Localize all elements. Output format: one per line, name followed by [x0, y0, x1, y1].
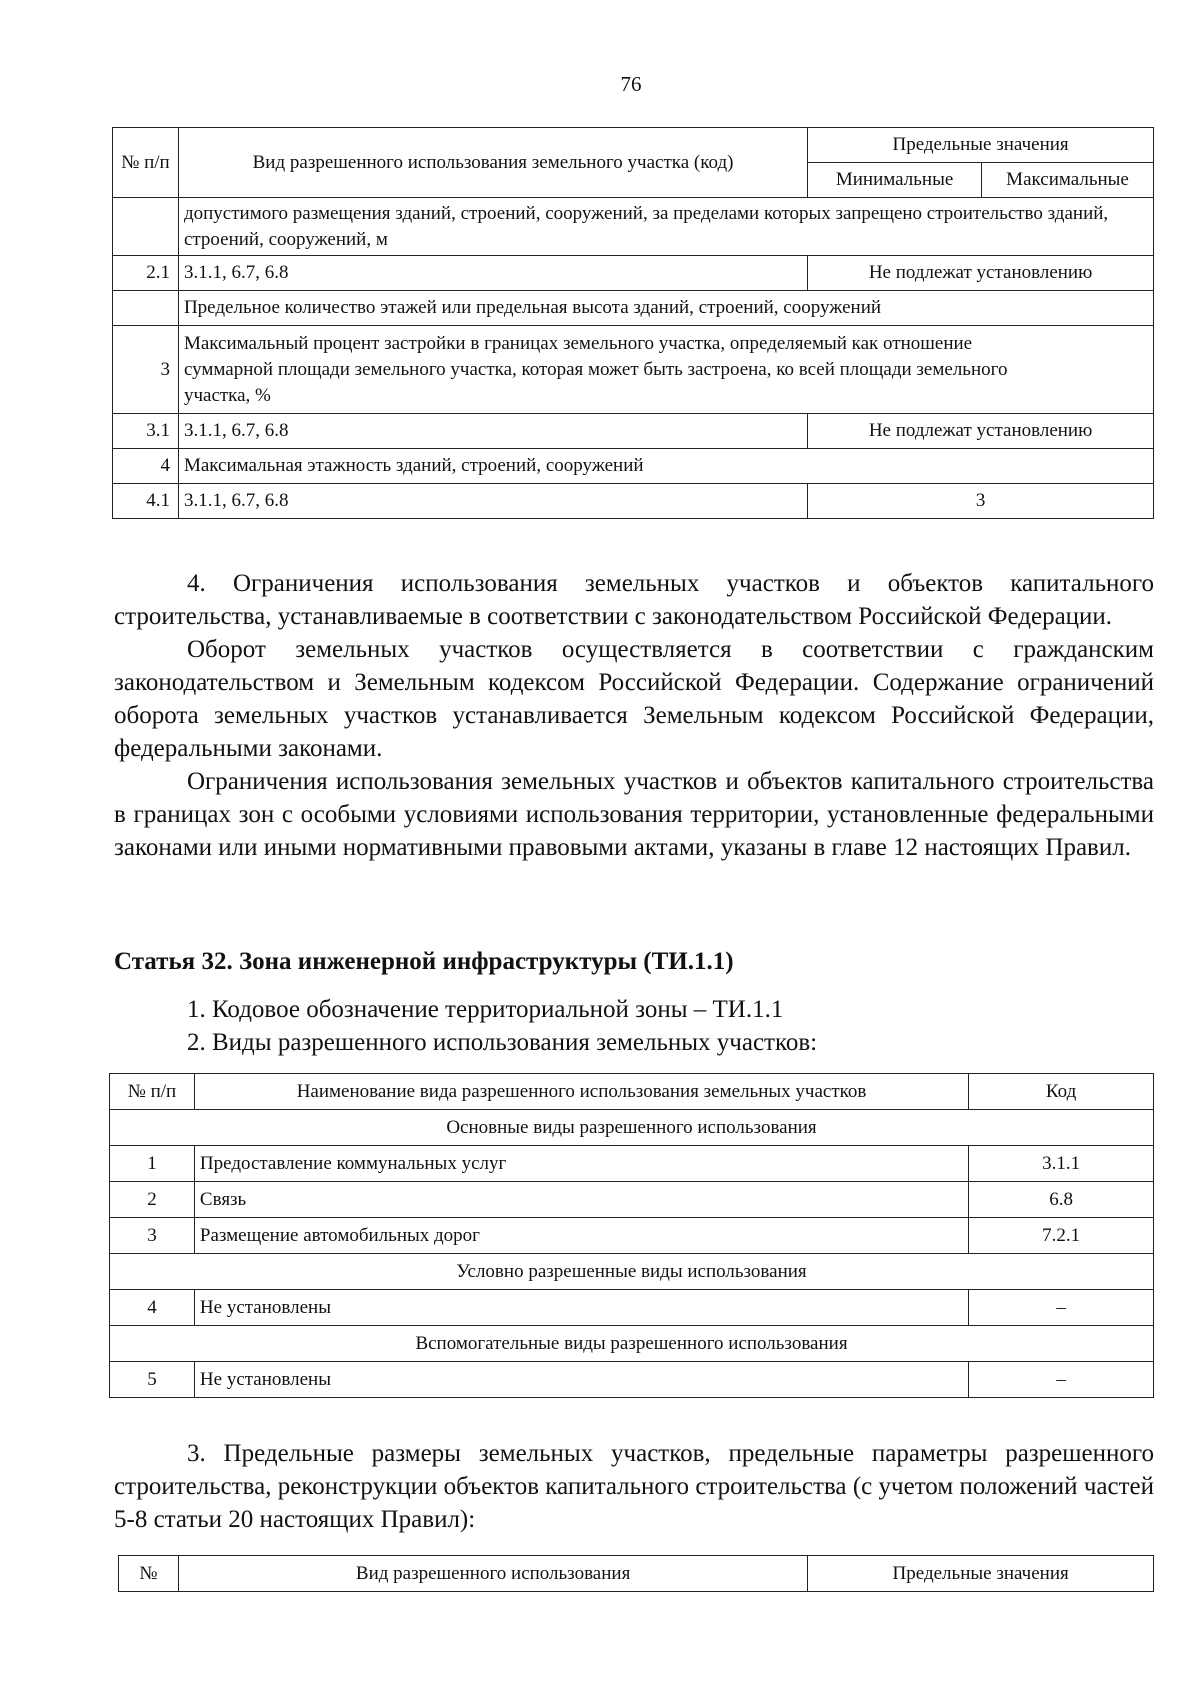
- section-row: [110, 1326, 1154, 1362]
- table-header-row: [119, 1556, 1154, 1592]
- row-num: [113, 198, 179, 256]
- row-code: 3.1.1, 6.7, 6.8: [178, 414, 807, 449]
- row-text: Максимальная этажность зданий, строений, сооружений: [178, 449, 1153, 484]
- row-code: 3.1.1, 6.7, 6.8: [178, 484, 807, 519]
- row-code: 3.1.1, 6.7, 6.8: [178, 256, 807, 291]
- row-num: 3: [113, 326, 179, 414]
- row-code: –: [969, 1290, 1154, 1326]
- row-text: Максимальный процент застройки в границах земельного участка, определяемый как отношение суммарной площади земельного участка, которая может быть застроена, ко всей площади земельного участка, %: [178, 326, 1153, 414]
- row-num: 4: [113, 449, 179, 484]
- row-num: 5: [110, 1362, 195, 1398]
- row-num: 4.1: [113, 484, 179, 519]
- article-item-1: 1. Кодовое обозначение территориальной зоны – ТИ.1.1: [187, 996, 784, 1023]
- paragraph-zones: Ограничения использования земельных участков и объектов капитального строительства в границах зон с особыми условиями использования территории, установленные федеральными законами или иными нормативными правовыми актами, указаны в главе 12 настоящих Правил.: [114, 768, 1154, 861]
- table-row: [110, 1218, 1154, 1254]
- table-row: [113, 449, 1154, 484]
- header-code: Код: [969, 1074, 1154, 1110]
- table-row: [113, 291, 1154, 326]
- row-num: 2.1: [113, 256, 179, 291]
- row-text: Предельное количество этажей или предельная высота зданий, строений, сооружений: [178, 291, 1153, 326]
- header-kind: Вид разрешенного использования земельного участка (код): [178, 128, 807, 198]
- section-row: [110, 1254, 1154, 1290]
- article-heading: Статья 32. Зона инженерной инфраструктуры (ТИ.1.1): [114, 948, 734, 975]
- table-header-row: [113, 128, 1154, 163]
- section-title: Условно разрешенные виды использования: [110, 1254, 1154, 1290]
- header-num: № п/п: [113, 128, 179, 198]
- section-4-text: [114, 567, 1154, 864]
- table-row: [110, 1362, 1154, 1398]
- section-row: [110, 1110, 1154, 1146]
- table-row: [113, 484, 1154, 519]
- table-row: [113, 256, 1154, 291]
- table-row: [113, 198, 1154, 256]
- row-code: 6.8: [969, 1182, 1154, 1218]
- section-3-text: [114, 1437, 1154, 1536]
- article-item-2: 2. Виды разрешенного использования земельных участков:: [187, 1029, 818, 1056]
- header-num: № п/п: [110, 1074, 195, 1110]
- header-max: Максимальные: [982, 163, 1154, 198]
- row-code: 3.1.1: [969, 1146, 1154, 1182]
- row-num: [113, 291, 179, 326]
- paragraph-limits: 3. Предельные размеры земельных участков, предельные параметры разрешенного строительства, реконструкции объектов капитального строительства (с учетом положений частей 5-8 статьи 20 настоящих Правил):: [114, 1440, 1154, 1533]
- permitted-uses-table: [109, 1073, 1154, 1398]
- header-name: Наименование вида разрешенного использования земельных участков: [194, 1074, 968, 1110]
- table-row: [113, 414, 1154, 449]
- row-name: Не установлены: [194, 1362, 968, 1398]
- limits-table-start: [118, 1555, 1154, 1592]
- row-text: допустимого размещения зданий, строений, сооружений, за пределами которых запрещено строительство зданий, строений, сооружений, м: [178, 198, 1153, 256]
- header-limits: Предельные значения: [808, 128, 1154, 163]
- header-kind: Вид разрешенного использования: [178, 1556, 807, 1592]
- section-title: Основные виды разрешенного использования: [110, 1110, 1154, 1146]
- header-min: Минимальные: [808, 163, 982, 198]
- table-row: [113, 326, 1154, 414]
- section-title: Вспомогательные виды разрешенного использования: [110, 1326, 1154, 1362]
- row-code: –: [969, 1362, 1154, 1398]
- row-value: Не подлежат установлению: [808, 256, 1154, 291]
- row-name: Предоставление коммунальных услуг: [194, 1146, 968, 1182]
- header-limits: Предельные значения: [808, 1556, 1154, 1592]
- paragraph-turnover: Оборот земельных участков осуществляется в соответствии с гражданским законодательством и Земельным кодексом Российской Федерации. Содержание ограничений оборота земельных участков устанавливается Земельным кодексом Российской Федерации, федеральными законами.: [114, 636, 1154, 762]
- row-name: Не установлены: [194, 1290, 968, 1326]
- limits-table-continued: [112, 127, 1154, 519]
- row-num: 2: [110, 1182, 195, 1218]
- row-num: 1: [110, 1146, 195, 1182]
- header-num: №: [119, 1556, 179, 1592]
- paragraph-restrictions: 4. Ограничения использования земельных участков и объектов капитального строительства, устанавливаемые в соответствии с законодательством Российской Федерации.: [114, 570, 1154, 630]
- table-row: [110, 1146, 1154, 1182]
- table-row: [110, 1290, 1154, 1326]
- row-num: 4: [110, 1290, 195, 1326]
- row-num: 3.1: [113, 414, 179, 449]
- row-name: Связь: [194, 1182, 968, 1218]
- table-header-row: [110, 1074, 1154, 1110]
- table-row: [110, 1182, 1154, 1218]
- row-code: 7.2.1: [969, 1218, 1154, 1254]
- row-value: 3: [808, 484, 1154, 519]
- row-num: 3: [110, 1218, 195, 1254]
- page-number: 76: [620, 72, 642, 96]
- row-name: Размещение автомобильных дорог: [194, 1218, 968, 1254]
- row-value: Не подлежат установлению: [808, 414, 1154, 449]
